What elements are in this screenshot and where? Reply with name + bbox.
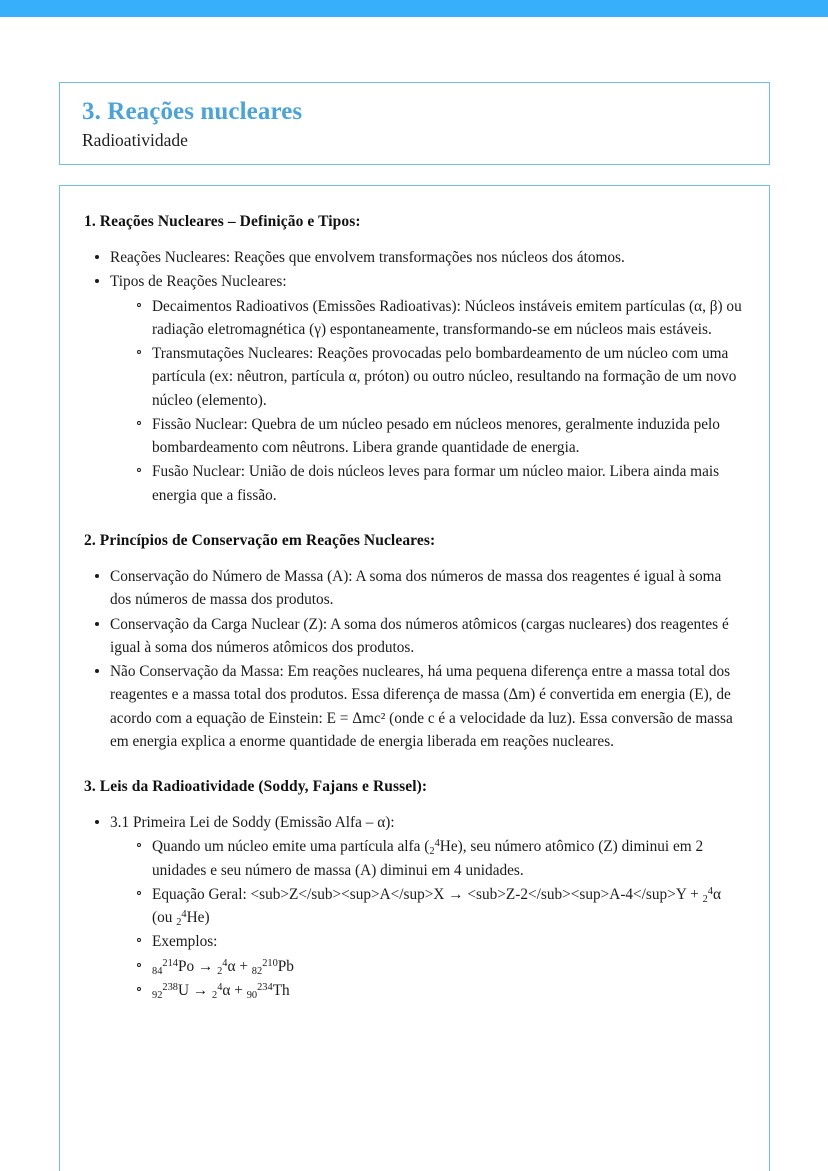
- sub-bullet-item: [126, 930, 745, 953]
- bullet-text: Equação Geral: <sub>Z</sub><sup>A</sup>X → <sub>Z-2</sub><sup>A-4</sup>Y + $_2^4$α (ou $_2^4$He): [152, 885, 721, 929]
- sub-bullet-item: [126, 883, 745, 930]
- bullet-text: $_{92}^{238}$U → $_2^4$α + $_{90}^{234}$Th: [152, 981, 290, 1001]
- section-heading: 2. Princípios de Conservação em Reações Nucleares:: [84, 531, 436, 549]
- bullet-text: Decaimentos Radioativos (Emissões Radioativas): Núcleos instáveis emitem partículas (α, β) ou radiação eletromagnética (γ) espontaneamente, transformando-se em núcleos mais estáveis.: [152, 297, 742, 338]
- bullet-text: Tipos de Reações Nucleares:: [110, 273, 287, 291]
- bullet-list: [84, 246, 745, 507]
- bullet-text: Quando um núcleo emite uma partícula alfa $(_2^4He)$, seu número atômico (Z) diminui em 2 unidades e seu número de massa (A) diminui em 4 unidades.: [152, 838, 704, 879]
- section-heading: 1. Reações Nucleares – Definição e Tipos:: [84, 213, 361, 230]
- bullet-text: 3.1 Primeira Lei de Soddy (Emissão Alfa – α):: [110, 814, 395, 832]
- bullet-text: Fissão Nuclear: Quebra de um núcleo pesado em núcleos menores, geralmente induzida pelo bombardeamento com nêutrons. Libera grande quantidade de energia.: [152, 415, 720, 457]
- sub-bullet-item: [126, 295, 745, 342]
- document-header-card: [59, 82, 770, 165]
- section-heading: 3. Leis da Radioatividade (Soddy, Fajans e Russel):: [84, 778, 428, 796]
- bullet-item: [84, 246, 745, 269]
- bullet-text: Fusão Nuclear: União de dois núcleos leves para formar um núcleo maior. Libera ainda mais energia que a fissão.: [152, 463, 720, 504]
- page-title: 3. Reações nucleares: [82, 98, 303, 125]
- sub-bullet-item: [126, 460, 745, 507]
- section-body: [84, 246, 745, 507]
- sub-bullet-item: [126, 413, 745, 460]
- bullet-item: [84, 565, 745, 612]
- section-body: [84, 811, 745, 1002]
- bullet-text: $_{84}^{214}$Po → $_2^4$α + $_{82}^{210}$Pb: [152, 957, 294, 977]
- bullet-text: Transmutações Nucleares: Reações provocadas pelo bombardeamento de um núcleo com uma partícula (ex: nêutron, partícula α, próton) ou outro núcleo, resultando na formação de um novo núcleo (elemento).: [152, 345, 737, 409]
- page-subtitle: Radioatividade: [82, 130, 188, 150]
- sub-bullet-item: [126, 979, 745, 1002]
- sub-bullet-list: [110, 835, 745, 1002]
- bullet-text: Conservação do Número de Massa (A): A soma dos números de massa dos reagentes é igual à soma dos números de massa dos produtos.: [110, 568, 722, 609]
- sections-container: [84, 212, 745, 1002]
- document-content-card: [59, 185, 770, 1171]
- top-blue-bar: [0, 0, 828, 17]
- sub-bullet-item: [126, 835, 745, 882]
- sub-bullet-item: [126, 342, 745, 412]
- bullet-item: [84, 811, 745, 1002]
- bullet-text: Conservação da Carga Nuclear (Z): A soma dos números atômicos (cargas nucleares) dos reagentes é igual à soma dos números atômicos dos produtos.: [110, 615, 729, 656]
- bullet-text: Reações Nucleares: Reações que envolvem transformações nos núcleos dos átomos.: [110, 249, 625, 267]
- bullet-item: [84, 613, 745, 660]
- sub-bullet-list: [110, 295, 745, 507]
- sub-bullet-item: [126, 955, 745, 978]
- bullet-item: [84, 660, 745, 753]
- bullet-list: [84, 565, 745, 753]
- bullet-item: [84, 270, 745, 507]
- section-body: [84, 565, 745, 753]
- bullet-list: [84, 811, 745, 1002]
- bullet-text: Exemplos:: [152, 933, 218, 951]
- bullet-text: Não Conservação da Massa: Em reações nucleares, há uma pequena diferença entre a massa total dos reagentes e a massa total dos produtos. Essa diferença de massa (Δm) é convertida em energia (E), de acordo com a equação de Einstein: E = Δmc² (onde c é a velocidade da luz). Essa conversão de massa em energia explica a enorme quantidade de energia liberada em reações nucleares.: [110, 663, 733, 750]
